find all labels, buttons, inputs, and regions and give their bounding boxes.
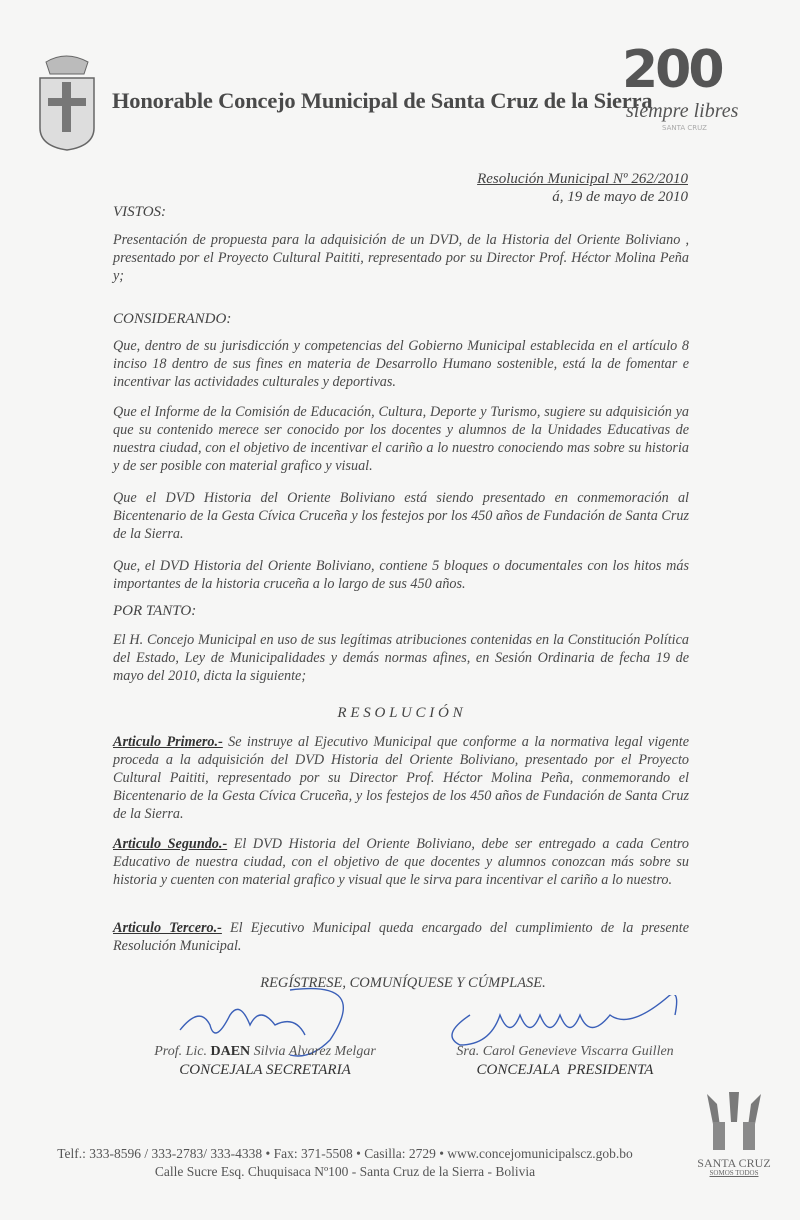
vistos-heading: VISTOS: [113, 204, 167, 220]
footer-contact [0, 1145, 800, 1181]
article-3 [113, 919, 689, 955]
signatory-prefix: Prof. Lic. [154, 1044, 211, 1059]
article-text: El DVD Historia del Oriente Boliviano, debe ser entregado a cada Centro Educativo de nuestra ciudad, con el objetivo de que docentes y alumnos conozcan más sobre su historia y cuenten con material grafico y visual que le sirva para incentivar el cariño a lo nuestro. [113, 836, 689, 888]
santa-cruz-somos-todos-logo [696, 1092, 772, 1177]
considerando-paragraph: Que el DVD Historia del Oriente Boliviano está siendo presentado en conmemoración al Bicentenario de la Gesta Cívica Cruceña y los festejos por los 450 años de Fundación de Santa Cruz de la Sierra. [113, 490, 689, 542]
people-figures-icon [699, 1092, 769, 1152]
article-1 [113, 733, 689, 823]
considerando-paragraph: Que, dentro de su jurisdicción y competencias del Gobierno Municipal establecida en el artículo 8 inciso 18 dentro de sus fines en materia de Desarrollo Humano sostenible, está la de fomentar e incentivar las actividades culturales y deportivas. [113, 338, 689, 390]
bicentenary-sub: SANTA CRUZ [662, 124, 707, 132]
article-2 [113, 835, 689, 889]
considerando-paragraph: Que, el DVD Historia del Oriente Boliviano, contiene 5 bloques o documentales con los hitos más importantes de la historia cruceña a lo largo de sus 450 años. [113, 558, 689, 592]
footer-address-line: Calle Sucre Esq. Chuquisaca Nº100 - Santa Cruz de la Sierra - Bolivia [154, 1164, 536, 1179]
closing-formula: REGÍSTRESE, COMUNÍQUESE Y CÚMPLASE. [260, 975, 546, 991]
vistos-text: Presentación de propuesta para la adquisición de un DVD, de la Historia del Oriente Boliviano , presentado por el Proyecto Cultural Paititi, representado por su Director Prof. Héctor Molina Peña y; [113, 232, 689, 284]
article-label: Articulo Segundo.- [113, 836, 228, 852]
bicentenary-logo: 200 [622, 40, 722, 100]
resolution-number: Resolución Municipal Nº 262/2010 [477, 171, 688, 187]
logo-subtext: SOMOS TODOS [709, 1169, 759, 1177]
signatory-name: Sra. Carol Genevieve Viscarra Guillen [456, 1044, 674, 1059]
footer-contact-line: Telf.: 333-8596 / 333-2783/ 333-4338 • Fax: 371-5508 • Casilla: 2729 • www.concejomunicipalscz.gob.bo [57, 1146, 633, 1161]
resolucion-heading: R E S O L U C I Ó N [337, 705, 463, 721]
article-label: Articulo Primero.- [113, 734, 223, 750]
council-title: Honorable Concejo Municipal de Santa Cruz de la Sierra [112, 88, 653, 113]
signature-block-presidenta [440, 1043, 690, 1080]
logo-text: SANTA CRUZ [697, 1156, 771, 1170]
resolution-date: á, 19 de mayo de 2010 [552, 189, 688, 205]
signature-block-secretaria [130, 1043, 400, 1080]
considerando-paragraph: Que el Informe de la Comisión de Educación, Cultura, Deporte y Turismo, sugiere su adquisición ya que su contenido merece ser conocido por los docentes y alumnos de la Unidades Educativas de nuestra ciudad, con el objetivo de incentivar el cariño a lo nuestro conociendo mas sobre su historia y de ser posible con material grafico y visual. [113, 404, 689, 474]
article-text: El Ejecutivo Municipal queda encargado del cumplimiento de la presente Resolución Municipal. [113, 920, 689, 954]
signatory-title: CONCEJALA PRESIDENTA [476, 1062, 654, 1078]
article-text: Se instruye al Ejecutivo Municipal que conforme a la normativa legal vigente proceda a la adquisición del DVD Historia del Oriente Boliviano, presentado por el Proyecto Cultural Paititi, representado por su Director Prof. Héctor Molina Peña, conmemorando el Bicentenario de la Gesta Cívica Cruceña, y los festejos de los 450 años de Fundación de Santa Cruz de la Sierra. [113, 734, 689, 822]
signatory-name: Silvia Alvarez Melgar [250, 1044, 376, 1059]
signatory-title: CONCEJALA SECRETARIA [179, 1062, 351, 1078]
por-tanto-text: El H. Concejo Municipal en uso de sus legítimas atribuciones contenidas en la Constitución Política del Estado, Ley de Municipalidades y demás normas afines, en Sesión Ordinaria de fecha 19 de mayo del 2010, dicta la siguiente; [113, 632, 689, 684]
por-tanto-heading: POR TANTO: [113, 603, 197, 619]
signatory-surname: DAEN [210, 1044, 251, 1059]
coat-of-arms-logo [36, 52, 98, 152]
considerando-heading: CONSIDERANDO: [113, 311, 232, 327]
resolution-header [477, 170, 688, 206]
bicentenary-slogan: siempre libres [626, 100, 739, 122]
article-label: Articulo Tercero.- [113, 920, 222, 936]
